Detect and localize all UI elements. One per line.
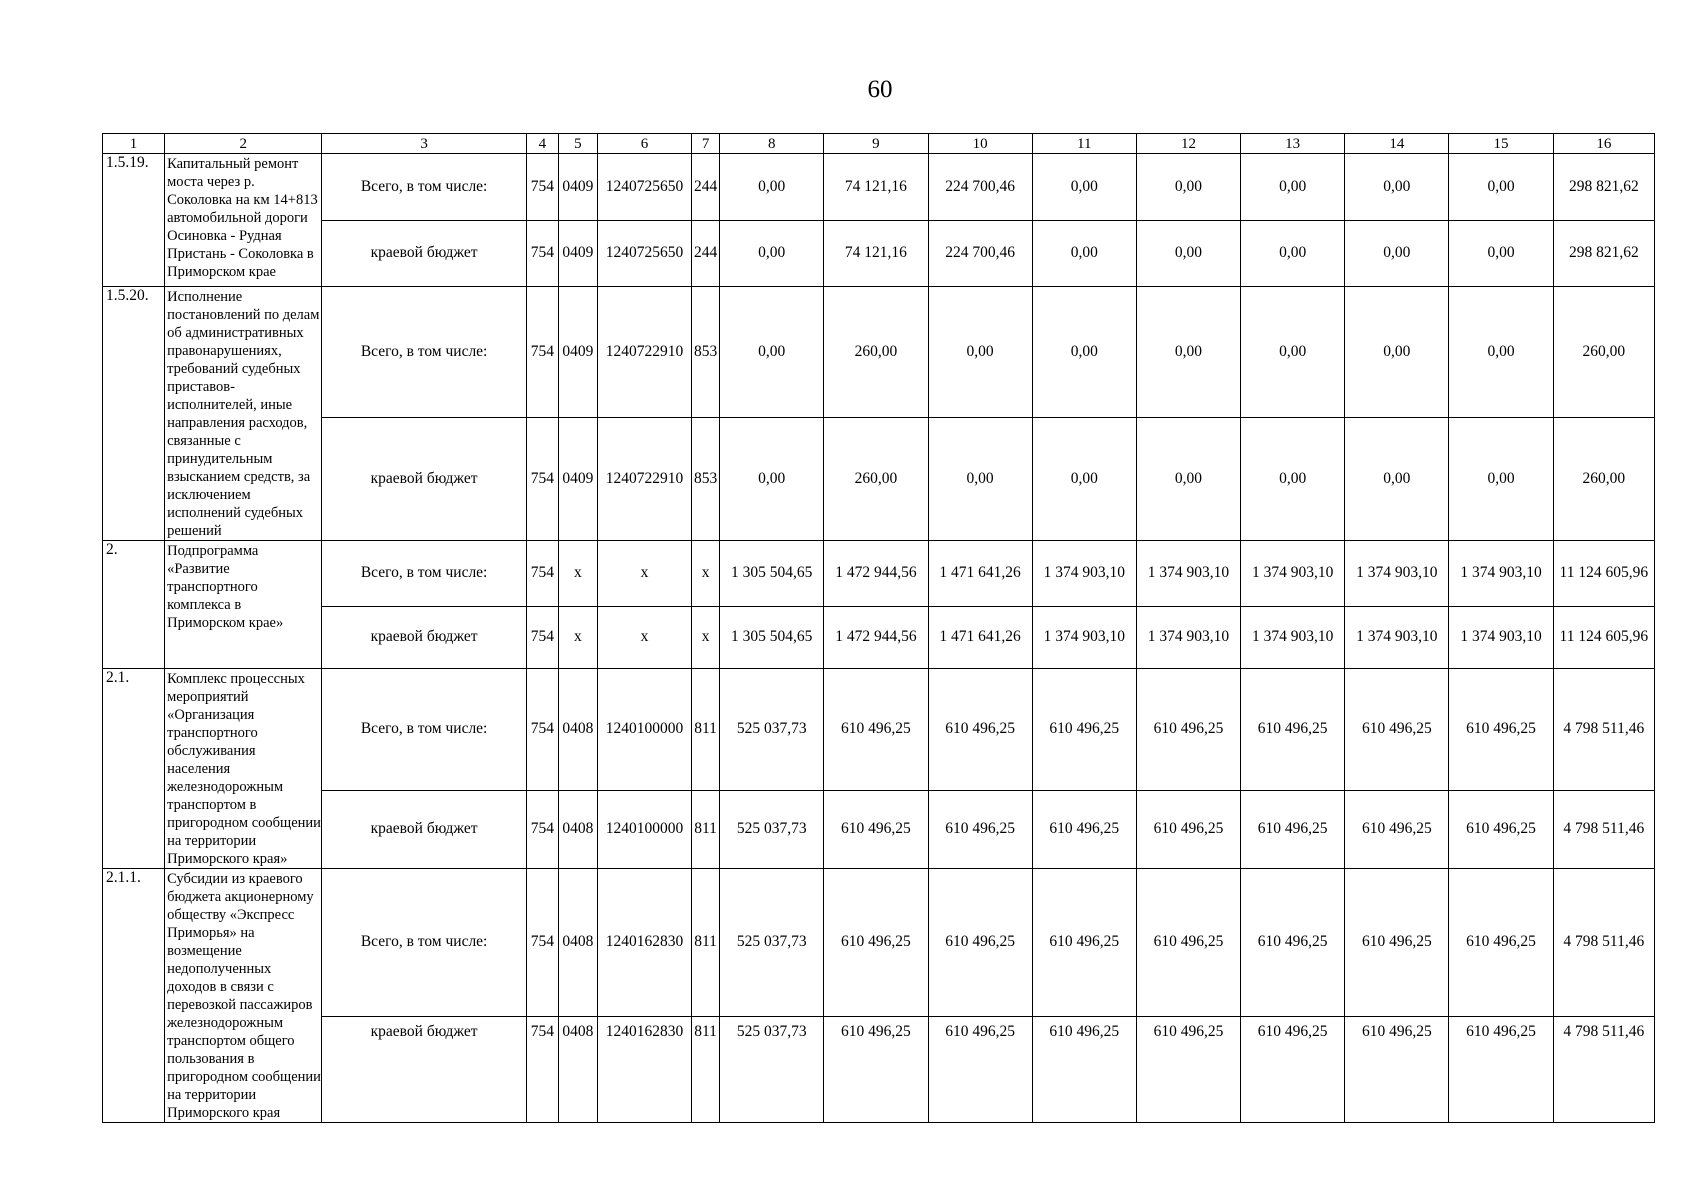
item-name: Капитальный ремонт моста через р. Соколовка на км 14+813 автомобильной дороги Осиновка - Рудная Пристань - Соколовка в Приморском крае — [165, 154, 322, 287]
column-number-10: 10 — [928, 134, 1032, 154]
amount-col-9: 1 472 944,56 — [824, 607, 928, 669]
amount-col-15: 0,00 — [1449, 221, 1553, 287]
table-row — [103, 669, 1655, 791]
item-number: 2. — [103, 541, 165, 669]
amount-col-13: 610 496,25 — [1241, 1016, 1345, 1122]
amount-col-14: 0,00 — [1345, 417, 1449, 540]
table-row — [103, 1016, 1655, 1122]
amount-col-14: 610 496,25 — [1345, 669, 1449, 791]
amount-col-15: 610 496,25 — [1449, 869, 1553, 1017]
funding-source: краевой бюджет — [322, 607, 526, 669]
amount-col-12: 610 496,25 — [1136, 1016, 1240, 1122]
item-name: Подпрограмма «Развитие транспортного комплекса в Приморском крае» — [165, 541, 322, 669]
amount-col-15: 0,00 — [1449, 154, 1553, 221]
code-grbs: 754 — [526, 869, 558, 1017]
amount-col-9: 260,00 — [824, 417, 928, 540]
amount-col-8: 525 037,73 — [720, 791, 824, 869]
code-rz: x — [558, 541, 597, 607]
funding-source: Всего, в том числе: — [322, 869, 526, 1017]
code-vr: 853 — [692, 287, 720, 418]
amount-col-13: 0,00 — [1241, 221, 1345, 287]
code-grbs: 754 — [526, 791, 558, 869]
amount-col-12: 1 374 903,10 — [1136, 607, 1240, 669]
amount-col-16: 11 124 605,96 — [1553, 607, 1654, 669]
amount-col-12: 0,00 — [1136, 287, 1240, 418]
code-csr: 1240100000 — [597, 669, 691, 791]
column-number-12: 12 — [1136, 134, 1240, 154]
amount-col-16: 260,00 — [1553, 417, 1654, 540]
amount-col-16: 298 821,62 — [1553, 154, 1654, 221]
amount-col-11: 1 374 903,10 — [1032, 607, 1136, 669]
amount-col-14: 610 496,25 — [1345, 1016, 1449, 1122]
amount-col-8: 0,00 — [720, 287, 824, 418]
amount-col-13: 610 496,25 — [1241, 791, 1345, 869]
amount-col-11: 0,00 — [1032, 221, 1136, 287]
amount-col-15: 0,00 — [1449, 417, 1553, 540]
amount-col-11: 610 496,25 — [1032, 791, 1136, 869]
amount-col-8: 525 037,73 — [720, 869, 824, 1017]
code-vr: 811 — [692, 791, 720, 869]
code-grbs: 754 — [526, 154, 558, 221]
amount-col-10: 610 496,25 — [928, 869, 1032, 1017]
code-rz: 0409 — [558, 221, 597, 287]
amount-col-16: 4 798 511,46 — [1553, 869, 1654, 1017]
amount-col-16: 4 798 511,46 — [1553, 669, 1654, 791]
code-csr: x — [597, 607, 691, 669]
amount-col-16: 4 798 511,46 — [1553, 1016, 1654, 1122]
funding-source: Всего, в том числе: — [322, 541, 526, 607]
code-csr: 1240725650 — [597, 154, 691, 221]
amount-col-10: 0,00 — [928, 417, 1032, 540]
amount-col-8: 0,00 — [720, 221, 824, 287]
code-rz: 0408 — [558, 1016, 597, 1122]
table-row — [103, 287, 1655, 418]
amount-col-10: 0,00 — [928, 287, 1032, 418]
amount-col-16: 260,00 — [1553, 287, 1654, 418]
amount-col-12: 1 374 903,10 — [1136, 541, 1240, 607]
amount-col-15: 0,00 — [1449, 287, 1553, 418]
column-number-3: 3 — [322, 134, 526, 154]
amount-col-10: 224 700,46 — [928, 154, 1032, 221]
item-name: Субсидии из краевого бюджета акционерному обществу «Экспресс Приморья» на возмещение недополученных доходов в связи с перевозкой пассажиров железнодорожным транспортом общего пользования в пригородном сообщении на территории Приморского края — [165, 869, 322, 1123]
amount-col-9: 610 496,25 — [824, 1016, 928, 1122]
amount-col-15: 1 374 903,10 — [1449, 541, 1553, 607]
funding-source: краевой бюджет — [322, 221, 526, 287]
amount-col-16: 11 124 605,96 — [1553, 541, 1654, 607]
amount-col-8: 0,00 — [720, 417, 824, 540]
amount-col-14: 0,00 — [1345, 154, 1449, 221]
code-grbs: 754 — [526, 669, 558, 791]
code-grbs: 754 — [526, 607, 558, 669]
amount-col-12: 0,00 — [1136, 154, 1240, 221]
amount-col-11: 0,00 — [1032, 287, 1136, 418]
amount-col-10: 224 700,46 — [928, 221, 1032, 287]
table-row — [103, 869, 1655, 1017]
funding-source: Всего, в том числе: — [322, 287, 526, 418]
amount-col-10: 1 471 641,26 — [928, 541, 1032, 607]
amount-col-16: 298 821,62 — [1553, 221, 1654, 287]
column-number-8: 8 — [720, 134, 824, 154]
amount-col-11: 610 496,25 — [1032, 869, 1136, 1017]
amount-col-14: 1 374 903,10 — [1345, 607, 1449, 669]
amount-col-9: 74 121,16 — [824, 154, 928, 221]
amount-col-16: 4 798 511,46 — [1553, 791, 1654, 869]
amount-col-8: 525 037,73 — [720, 669, 824, 791]
code-vr: 811 — [692, 869, 720, 1017]
item-number: 1.5.19. — [103, 154, 165, 287]
code-csr: 1240722910 — [597, 417, 691, 540]
code-grbs: 754 — [526, 1016, 558, 1122]
code-grbs: 754 — [526, 221, 558, 287]
column-number-9: 9 — [824, 134, 928, 154]
column-number-13: 13 — [1241, 134, 1345, 154]
table-row — [103, 541, 1655, 607]
amount-col-8: 0,00 — [720, 154, 824, 221]
table-row — [103, 417, 1655, 540]
amount-col-12: 610 496,25 — [1136, 869, 1240, 1017]
page-number: 60 — [867, 76, 893, 103]
code-csr: x — [597, 541, 691, 607]
item-number: 2.1. — [103, 669, 165, 869]
column-number-4: 4 — [526, 134, 558, 154]
amount-col-15: 1 374 903,10 — [1449, 607, 1553, 669]
funding-source: краевой бюджет — [322, 1016, 526, 1122]
amount-col-9: 610 496,25 — [824, 791, 928, 869]
amount-col-10: 1 471 641,26 — [928, 607, 1032, 669]
amount-col-15: 610 496,25 — [1449, 669, 1553, 791]
column-number-row — [103, 134, 1655, 154]
table-row — [103, 607, 1655, 669]
amount-col-14: 610 496,25 — [1345, 869, 1449, 1017]
amount-col-14: 0,00 — [1345, 287, 1449, 418]
table-row — [103, 154, 1655, 221]
code-csr: 1240100000 — [597, 791, 691, 869]
code-vr: 244 — [692, 154, 720, 221]
amount-col-15: 610 496,25 — [1449, 1016, 1553, 1122]
code-rz: 0408 — [558, 791, 597, 869]
amount-col-13: 1 374 903,10 — [1241, 541, 1345, 607]
code-vr: x — [692, 607, 720, 669]
amount-col-11: 0,00 — [1032, 154, 1136, 221]
code-rz: 0409 — [558, 287, 597, 418]
amount-col-9: 610 496,25 — [824, 669, 928, 791]
code-csr: 1240162830 — [597, 1016, 691, 1122]
item-name: Исполнение постановлений по делам об административных правонарушениях, требований судебных приставов-исполнителей, иные направления расходов, связанные с принудительным взысканием средств, за исключением исполнений судебных решений — [165, 287, 322, 541]
amount-col-9: 74 121,16 — [824, 221, 928, 287]
code-grbs: 754 — [526, 541, 558, 607]
amount-col-8: 1 305 504,65 — [720, 541, 824, 607]
column-number-6: 6 — [597, 134, 691, 154]
amount-col-14: 1 374 903,10 — [1345, 541, 1449, 607]
code-vr: 244 — [692, 221, 720, 287]
code-vr: 811 — [692, 669, 720, 791]
code-vr: 811 — [692, 1016, 720, 1122]
code-csr: 1240725650 — [597, 221, 691, 287]
code-csr: 1240722910 — [597, 287, 691, 418]
code-vr: 853 — [692, 417, 720, 540]
amount-col-9: 610 496,25 — [824, 869, 928, 1017]
amount-col-11: 1 374 903,10 — [1032, 541, 1136, 607]
budget-table — [102, 133, 1655, 1123]
amount-col-14: 610 496,25 — [1345, 791, 1449, 869]
table-row — [103, 791, 1655, 869]
amount-col-13: 610 496,25 — [1241, 869, 1345, 1017]
amount-col-10: 610 496,25 — [928, 1016, 1032, 1122]
column-number-11: 11 — [1032, 134, 1136, 154]
amount-col-13: 1 374 903,10 — [1241, 607, 1345, 669]
table-row — [103, 221, 1655, 287]
funding-source: краевой бюджет — [322, 791, 526, 869]
code-vr: x — [692, 541, 720, 607]
amount-col-10: 610 496,25 — [928, 669, 1032, 791]
amount-col-15: 610 496,25 — [1449, 791, 1553, 869]
table-body — [103, 134, 1655, 1123]
code-rz: 0408 — [558, 869, 597, 1017]
amount-col-10: 610 496,25 — [928, 791, 1032, 869]
amount-col-13: 0,00 — [1241, 287, 1345, 418]
column-number-7: 7 — [692, 134, 720, 154]
item-number: 1.5.20. — [103, 287, 165, 541]
column-number-5: 5 — [558, 134, 597, 154]
amount-col-8: 525 037,73 — [720, 1016, 824, 1122]
code-grbs: 754 — [526, 417, 558, 540]
amount-col-11: 610 496,25 — [1032, 669, 1136, 791]
amount-col-8: 1 305 504,65 — [720, 607, 824, 669]
funding-source: Всего, в том числе: — [322, 154, 526, 221]
amount-col-11: 610 496,25 — [1032, 1016, 1136, 1122]
amount-col-13: 0,00 — [1241, 417, 1345, 540]
amount-col-12: 0,00 — [1136, 221, 1240, 287]
column-number-16: 16 — [1553, 134, 1654, 154]
code-rz: 0408 — [558, 669, 597, 791]
item-number: 2.1.1. — [103, 869, 165, 1123]
amount-col-12: 610 496,25 — [1136, 669, 1240, 791]
code-grbs: 754 — [526, 287, 558, 418]
code-rz: x — [558, 607, 597, 669]
item-name: Комплекс процессных мероприятий «Организация транспортного обслуживания населения железнодорожным транспортом в пригородном сообщении на территории Приморского края» — [165, 669, 322, 869]
code-rz: 0409 — [558, 417, 597, 540]
amount-col-14: 0,00 — [1345, 221, 1449, 287]
amount-col-13: 610 496,25 — [1241, 669, 1345, 791]
amount-col-12: 0,00 — [1136, 417, 1240, 540]
funding-source: краевой бюджет — [322, 417, 526, 540]
column-number-15: 15 — [1449, 134, 1553, 154]
column-number-14: 14 — [1345, 134, 1449, 154]
funding-source: Всего, в том числе: — [322, 669, 526, 791]
code-rz: 0409 — [558, 154, 597, 221]
amount-col-11: 0,00 — [1032, 417, 1136, 540]
code-csr: 1240162830 — [597, 869, 691, 1017]
column-number-1: 1 — [103, 134, 165, 154]
amount-col-12: 610 496,25 — [1136, 791, 1240, 869]
column-number-2: 2 — [165, 134, 322, 154]
amount-col-9: 260,00 — [824, 287, 928, 418]
amount-col-13: 0,00 — [1241, 154, 1345, 221]
amount-col-9: 1 472 944,56 — [824, 541, 928, 607]
